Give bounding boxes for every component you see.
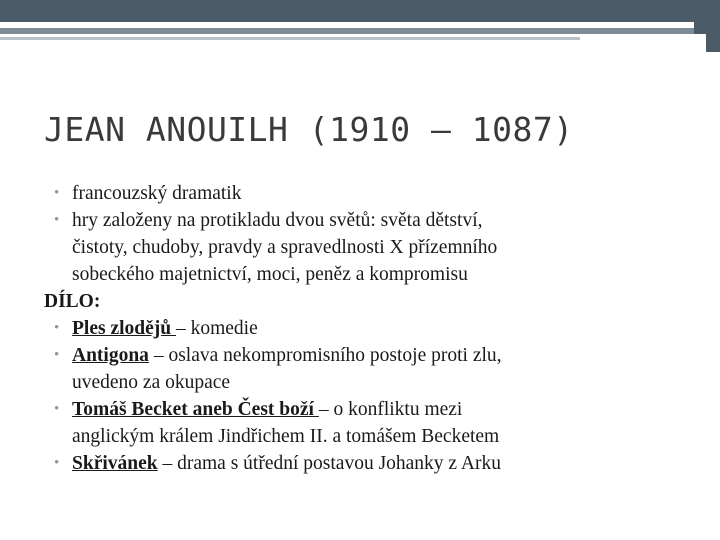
top-decor-line	[0, 28, 694, 34]
section-label: DÍLO:	[44, 291, 101, 312]
bullet-icon: •	[54, 320, 60, 336]
bullet-item: • hry založeny na protikladu dvou světů: světa dětství, čistoty, chudoby, pravdy a spravedlnosti X přízemního sobeckého majetnictví, moci, peněz a kompromisu	[44, 207, 694, 288]
slide-content	[44, 180, 694, 477]
top-decor-thin-line	[0, 37, 580, 40]
bullet-icon: •	[54, 455, 60, 471]
work-title: Tomáš Becket aneb Čest boží	[72, 399, 319, 420]
bullet-icon: •	[54, 401, 60, 417]
top-decor-bar	[0, 0, 720, 22]
top-right-decor-stripe	[706, 0, 720, 52]
work-title: Antigona	[72, 345, 149, 366]
work-item: • Tomáš Becket aneb Čest boží – o konfliktu mezi anglickým králem Jindřichem II. a tomášem Becketem	[44, 396, 694, 450]
work-item: • Ples zlodějů – komedie	[44, 315, 694, 342]
work-item: • Skřivánek – drama s útřední postavou Johanky z Arku	[44, 450, 694, 477]
slide-title: JEAN ANOUILH (1910 – 1087)	[44, 110, 574, 149]
work-title: Ples zlodějů	[72, 318, 176, 339]
bullet-icon: •	[54, 185, 60, 201]
work-title: Skřivánek	[72, 453, 158, 474]
work-item: • Antigona – oslava nekompromisního postoje proti zlu, uvedeno za okupace	[44, 342, 694, 396]
bullet-icon: •	[54, 212, 60, 228]
bullet-icon: •	[54, 347, 60, 363]
bullet-item: • francouzský dramatik	[44, 180, 694, 207]
